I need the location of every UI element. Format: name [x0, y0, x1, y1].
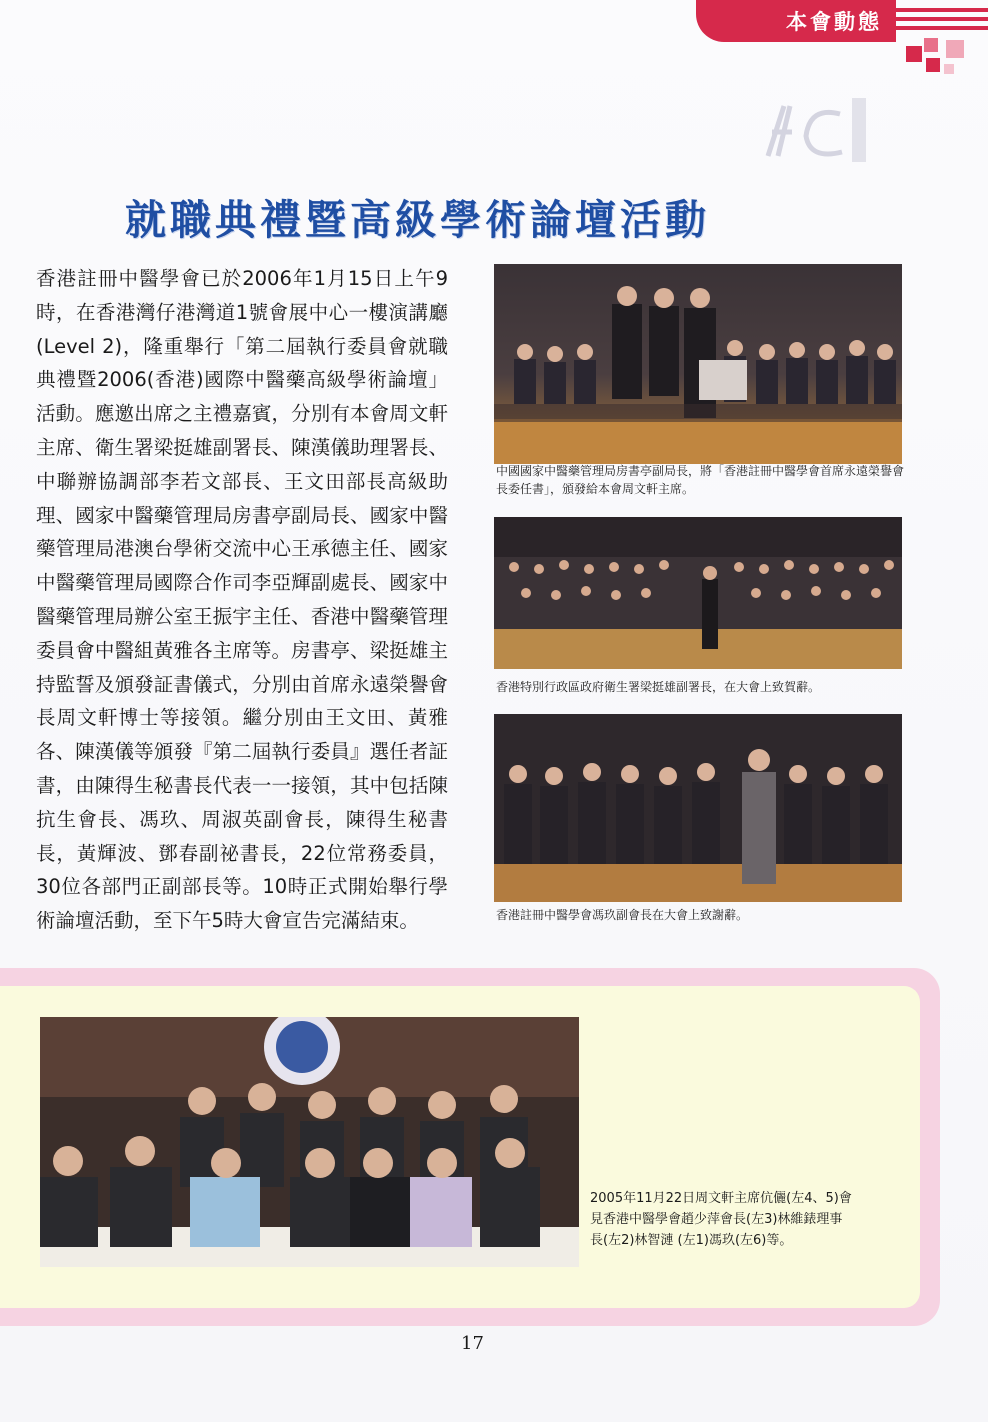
section-tab-stripes [896, 8, 988, 35]
photo-ceremony-handover [494, 264, 902, 464]
section-tab-label: 本會動態 [786, 10, 882, 34]
photo-ceremony-handover-caption: 中國國家中醫藥管理局房書亭副局長，將「香港註冊中醫學會首席永遠榮譽會長委任書」，頒發給本會周文軒主席。 [496, 464, 905, 496]
photo-speech-closeup-caption: 香港註冊中醫學會馮玖副會長在大會上致謝辭。 [496, 908, 749, 922]
article-title: 就職典禮暨高級學術論壇活動 [125, 196, 710, 244]
photo-speech-closeup [494, 714, 902, 902]
photo-speech-wide [494, 517, 902, 669]
decorative-squares [904, 38, 974, 82]
article-body: 香港註冊中醫學會已於2006年1月15日上午9時，在香港灣仔港灣道1號會展中心一樓演講廳(Level 2)，隆重舉行「第二屆執行委員會就職典禮暨2006(香港)國際中醫藥高級學術論壇」活動。應邀出席之主禮嘉賓，分別有本會周文軒主席、衛生署梁挺雄副署長、陳漢儀助理署長、中聯辦協調部李若文部長、王文田部長高級助理、國家中醫藥管理局房書亭副局長、國家中醫藥管理局港澳台學術交流中心王承德主任、國家中醫藥管理局國際合作司李亞輝副處長、國家中醫藥管理局辦公室王振宇主任、香港中醫藥管理委員會中醫組黃雅各主席等。房書亭、梁挺雄主持監誓及頒發証書儀式，分別由首席永遠榮譽會長周文軒博士等接領。繼分別由王文田、黃雅各、陳漢儀等頒發『第二屆執行委員』選任者証書，由陳得生秘書長代表一一接領，其中包括陳抗生會長、馮玖、周淑英副會長，陳得生秘書長，黃輝波、鄧春副祕書長，22位常務委員，30位各部門正副部長等。10時正式開始舉行學術論壇活動，至下午5時大會宣告完滿結束。 [36, 267, 448, 933]
photo-group-dinner [40, 1017, 579, 1267]
photo-speech-wide-caption: 香港特別行政區政府衛生署梁挺雄副署長，在大會上致賀辭。 [496, 680, 821, 694]
photo-group-dinner-caption: 2005年11月22日周文軒主席伉儷(左4、5)會見香港中醫學會趙少萍會長(左3)林維錶理事長(左2)林智漣 (左1)馮玖(左6)等。 [590, 1191, 852, 1248]
watermark-logo [760, 96, 870, 177]
page-number: 17 [461, 1333, 484, 1354]
